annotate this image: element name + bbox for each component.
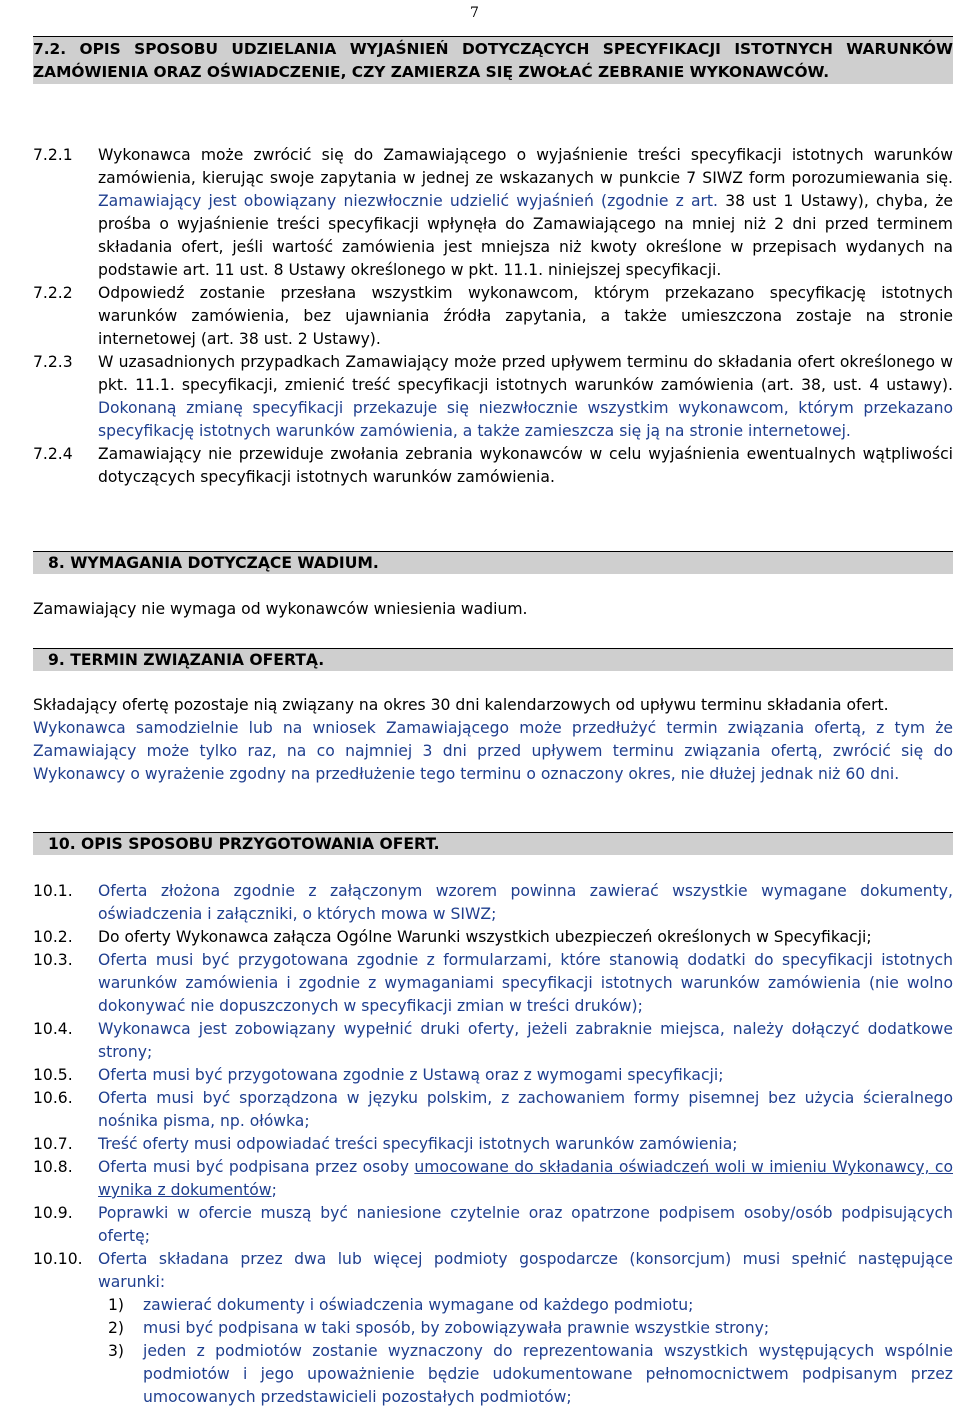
item-number: 10.7.: [33, 1135, 73, 1153]
section-9-body: [33, 694, 953, 786]
section-8-heading: [33, 551, 953, 574]
item-text: Oferta musi być przygotowana zgodnie z Ustawą oraz z wymogami specyfikacji;: [98, 1066, 724, 1084]
subitem-text: zawierać dokumenty i oświadczenia wymagane od każdego podmiotu;: [143, 1296, 694, 1314]
underlined-phrase: umocowane do składania oświadczeń woli w imieniu Wykonawcy, co wynika z dokumentów: [98, 1158, 953, 1199]
item-text: ;: [271, 1181, 277, 1199]
item-text: Poprawki w ofercie muszą być naniesione czytelnie oraz opatrzone podpisem osoby/osób podpisujących ofertę;: [98, 1204, 953, 1245]
section-9-heading: [33, 648, 953, 671]
sub-list-item: [33, 1340, 953, 1409]
item-text: Oferta musi być podpisana przez osoby: [98, 1158, 415, 1176]
subitem-number: 2): [108, 1319, 125, 1337]
item-text: Oferta musi być sporządzona w języku polskim, z zachowaniem formy pisemnej bez użycia ścieralnego nośnika pisma, np. ołówka;: [98, 1089, 953, 1130]
item-number: 10.6.: [33, 1089, 73, 1107]
item-text: Treść oferty musi odpowiadać treści specyfikacji istotnych warunków zamówienia;: [98, 1135, 738, 1153]
item-number: 10.2.: [33, 928, 73, 946]
section-9-heading-text: 9. TERMIN ZWIĄZANIA OFERTĄ.: [48, 651, 325, 669]
item-text: Oferta składana przez dwa lub więcej podmioty gospodarcze (konsorcjum) musi spełnić następujące warunki:: [98, 1250, 953, 1291]
paragraph-text: Wykonawca może zwrócić się do Zamawiającego o wyjaśnienie treści specyfikacji istotnych warunków zamówienia, kierując swoje zapytania w jednej ze wskazanych w punkcie 7 SIWZ form porozumiewania się.: [98, 146, 953, 187]
item-number: 10.10.: [33, 1250, 83, 1268]
page-number: 7: [470, 5, 479, 21]
paragraph-text: Zamawiający nie przewiduje zwołania zebrania wykonawców w celu wyjaśnienia ewentualnych wątpliwości dotyczących specyfikacji istotnych warunków zamówienia.: [98, 445, 953, 486]
subitem-text: jeden z podmiotów zostanie wyznaczony do reprezentowania wszystkich występujących wspólnie podmiotów i jego upoważnienie będzie udokumentowane pełnomocnictwem podpisanym przez umocowanych przedstawicieli pozostałych podmiotów;: [143, 1342, 953, 1406]
section-10-list: [33, 880, 953, 1409]
list-item: [33, 1064, 953, 1087]
item-number: 10.8.: [33, 1158, 73, 1176]
section-9-text-a: Składający ofertę pozostaje nią związany na okres 30 dni kalendarzowych od upływu terminu składania ofert.: [33, 696, 889, 714]
item-text: Oferta złożona zgodnie z załączonym wzorem powinna zawierać wszystkie wymagane dokumenty, oświadczenia i załączniki, o których mowa w SIWZ;: [98, 882, 953, 923]
item-text: Wykonawca jest zobowiązany wypełnić druki oferty, jeżeli zabraknie miejsca, należy dołączyć dodatkowe strony;: [98, 1020, 953, 1061]
section-10-heading: [33, 832, 953, 855]
sub-list-item: [33, 1294, 953, 1317]
item-number: 10.5.: [33, 1066, 73, 1084]
item-number: 10.1.: [33, 882, 73, 900]
item-text: Oferta musi być przygotowana zgodnie z formularzami, które stanowią dodatki do specyfikacji istotnych warunków zamówienia i zgodnie z wymaganiami specyfikacji istotnych warunków zamówienia (nie wolno dokonywać nie dopuszczonych w specyfikacji zmian w treści druków);: [98, 951, 953, 1015]
list-item: [33, 926, 953, 949]
paragraph-7-2-3: [33, 351, 953, 443]
section-8-text: Zamawiający nie wymaga od wykonawców wniesienia wadium.: [33, 600, 528, 618]
paragraph-number: 7.2.4: [33, 445, 73, 463]
section-8-heading-text: 8. WYMAGANIA DOTYCZĄCE WADIUM.: [48, 554, 379, 572]
list-item: [33, 1156, 953, 1202]
section-7-2-body: [33, 144, 953, 489]
item-number: 10.9.: [33, 1204, 73, 1222]
list-item: [33, 1133, 953, 1156]
section-9-text-b: Wykonawca samodzielnie lub na wniosek Zamawiającego może przedłużyć termin związania ofertą, z tym że Zamawiający może tylko raz, na co najmniej 3 dni przed upływem terminu związania ofertą, zwrócić się do Wykonawcy o wyrażenie zgodny na przedłużenie tego terminu o oznaczony okres, nie dłużej jednak niż 60 dni.: [33, 719, 953, 783]
list-item: [33, 1018, 953, 1064]
list-item: [33, 1248, 953, 1294]
subitem-number: 3): [108, 1342, 125, 1360]
subitem-text: musi być podpisana w taki sposób, by zobowiązywała prawnie wszystkie strony;: [143, 1319, 770, 1337]
section-7-2-heading: [33, 36, 953, 84]
paragraph-7-2-2: [33, 282, 953, 351]
paragraph-text-highlight: Zamawiający jest obowiązany niezwłocznie udzielić wyjaśnień (zgodnie z art.: [98, 192, 719, 210]
item-number: 10.4.: [33, 1020, 73, 1038]
sub-list-item: [33, 1317, 953, 1340]
paragraph-number: 7.2.3: [33, 353, 73, 371]
paragraph-text: Odpowiedź zostanie przesłana wszystkim wykonawcom, którym przekazano specyfikację istotnych warunków zamówienia, bez ujawniania źródła zapytania, a także umieszczona zostaje na stronie internetowej (art. 38 ust. 2 Ustawy).: [98, 284, 953, 348]
paragraph-7-2-1: [33, 144, 953, 282]
section-7-2-heading-text: 7.2. OPIS SPOSOBU UDZIELANIA WYJAŚNIEŃ DOTYCZĄCYCH SPECYFIKACJI ISTOTNYCH WARUNKÓW ZAMÓWIENIA ORAZ OŚWIADCZENIE, CZY ZAMIERZA SIĘ ZWOŁAĆ ZEBRANIE WYKONAWCÓW.: [33, 36, 953, 84]
list-item: [33, 1202, 953, 1248]
paragraph-7-2-4: [33, 443, 953, 489]
paragraph-number: 7.2.1: [33, 146, 73, 164]
paragraph-text-highlight: Dokonaną zmianę specyfikacji przekazuje się niezwłocznie wszystkim wykonawcom, którym przekazano specyfikację istotnych warunków zamówienia, a także zamieszcza się ją na stronie internetowej.: [98, 399, 953, 440]
section-10-heading-text: 10. OPIS SPOSOBU PRZYGOTOWANIA OFERT.: [48, 835, 440, 853]
list-item: [33, 1087, 953, 1133]
paragraph-text: W uzasadnionych przypadkach Zamawiający może przed upływem terminu do składania ofert określonego w pkt. 11.1. specyfikacji, zmienić treść specyfikacji istotnych warunków zamówienia (art. 38, ust. 4 ustawy).: [98, 353, 953, 394]
paragraph-text: 38 ust 1 Ustawy), chyba, że prośba o wyjaśnienie treści specyfikacji wpłynęła do Zamawiającego na mniej niż 2 dni przed terminem składania ofert, jeśli wartość zamówienia jest mniejsza niż kwoty określone w przepisach wydanych na podstawie art. 11 ust. 8 Ustawy określonego w pkt. 11.1. niniejszej specyfikacji.: [98, 192, 953, 279]
paragraph-number: 7.2.2: [33, 284, 73, 302]
subitem-number: 1): [108, 1296, 125, 1314]
list-item: [33, 880, 953, 926]
list-item: [33, 949, 953, 1018]
item-number: 10.3.: [33, 951, 73, 969]
item-text: Do oferty Wykonawca załącza Ogólne Warunki wszystkich ubezpieczeń określonych w Specyfikacji;: [98, 928, 872, 946]
